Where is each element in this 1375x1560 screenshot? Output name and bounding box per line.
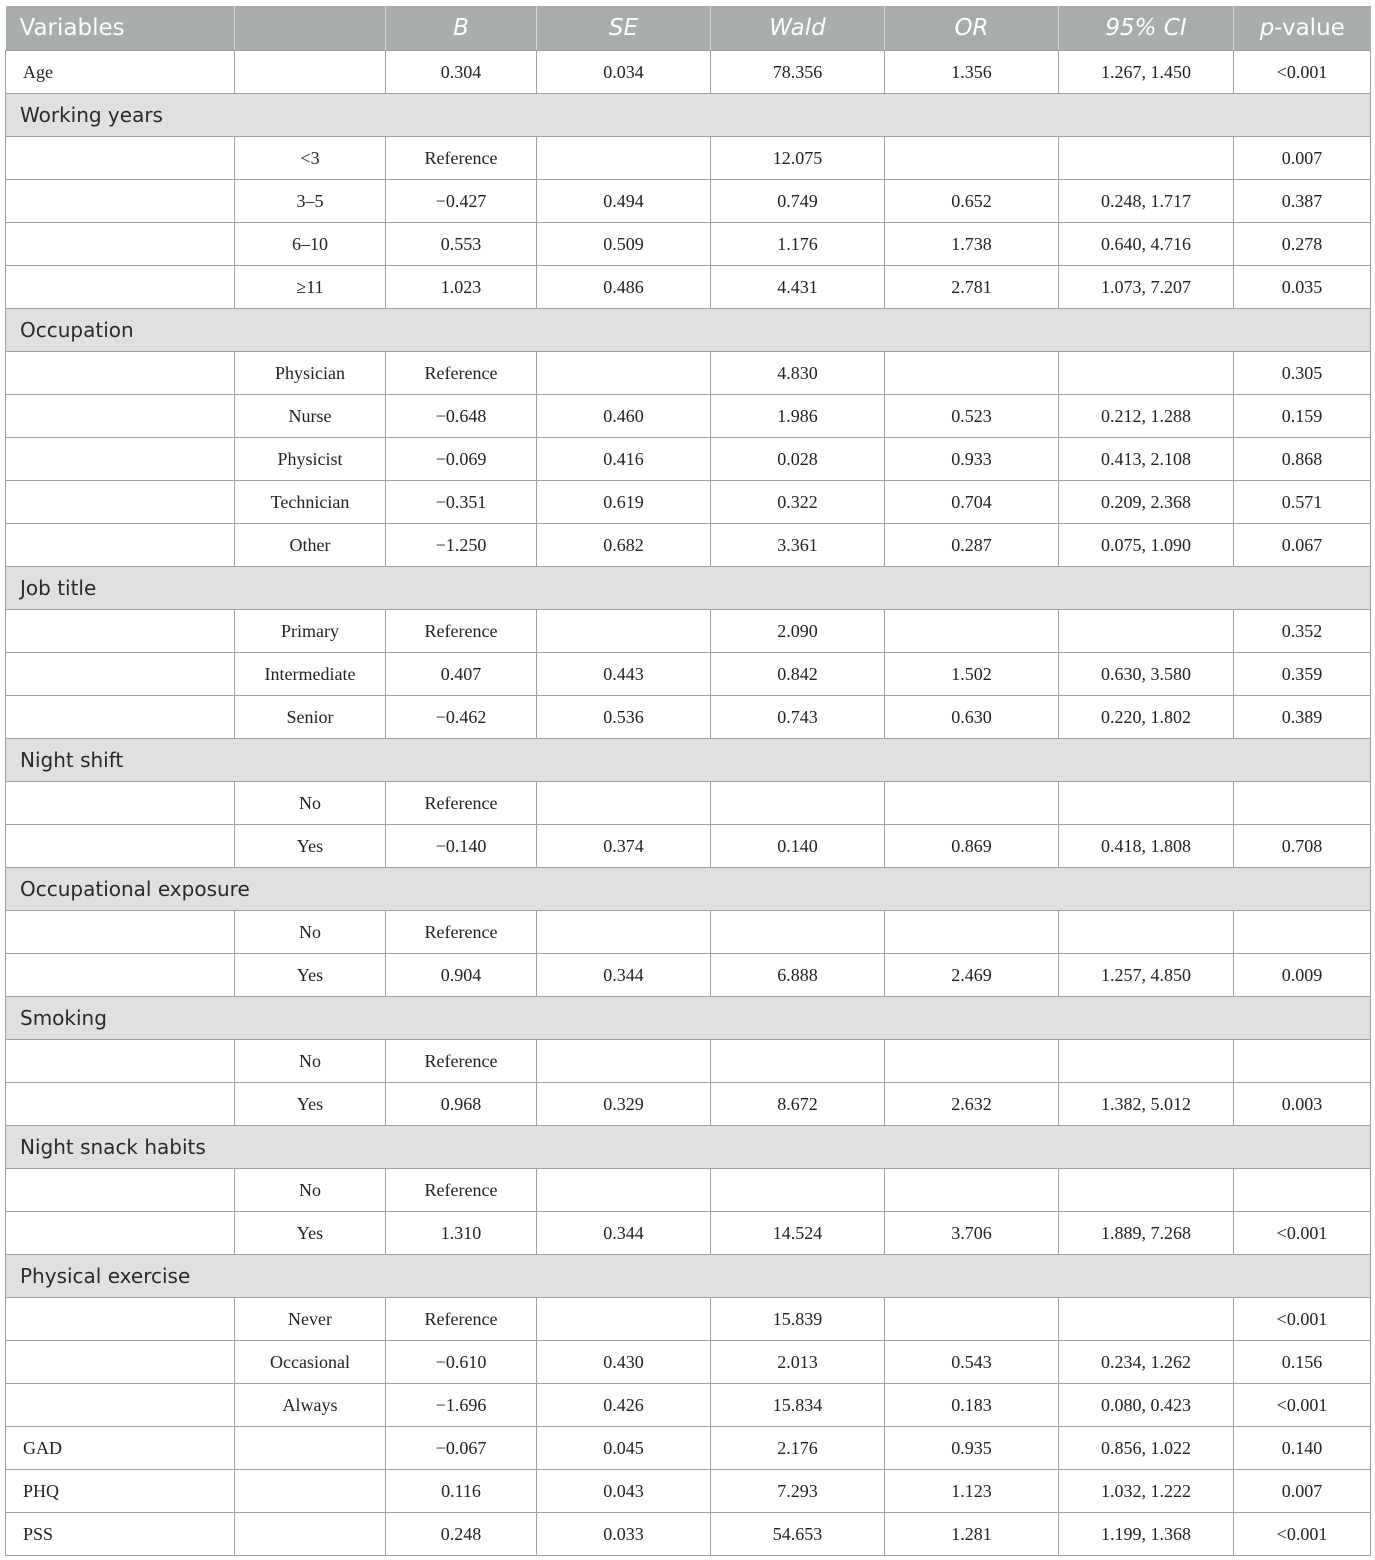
cell-or: [885, 610, 1059, 653]
table-row: [6, 223, 1371, 266]
cell-ci: 0.080, 0.423: [1059, 1384, 1234, 1427]
cell-category: Yes: [235, 825, 386, 868]
cell-p-value: 0.009: [1234, 954, 1371, 997]
cell-or: [885, 911, 1059, 954]
cell-variable: [6, 1040, 235, 1083]
cell-b: −0.067: [386, 1427, 537, 1470]
cell-or: 3.706: [885, 1212, 1059, 1255]
table-row: [6, 1513, 1371, 1556]
cell-or: [885, 1040, 1059, 1083]
cell-ci: 1.199, 1.368: [1059, 1513, 1234, 1556]
table-row: [6, 610, 1371, 653]
cell-b: Reference: [386, 782, 537, 825]
cell-variable: PSS: [6, 1513, 235, 1556]
cell-ci: 0.413, 2.108: [1059, 438, 1234, 481]
cell-wald: 15.839: [711, 1298, 885, 1341]
cell-p-value: 0.278: [1234, 223, 1371, 266]
table-body: [6, 51, 1371, 1556]
cell-wald: 2.176: [711, 1427, 885, 1470]
table-header: [6, 6, 1371, 51]
section-label: Night snack habits: [6, 1126, 1371, 1169]
cell-or: 0.183: [885, 1384, 1059, 1427]
table-row: [6, 1384, 1371, 1427]
table-row: [6, 395, 1371, 438]
cell-se: 0.619: [537, 481, 711, 524]
cell-or: 1.281: [885, 1513, 1059, 1556]
cell-ci: [1059, 782, 1234, 825]
cell-se: 0.682: [537, 524, 711, 567]
cell-p-value: 0.708: [1234, 825, 1371, 868]
cell-p-value: <0.001: [1234, 1298, 1371, 1341]
cell-se: 0.486: [537, 266, 711, 309]
cell-or: 1.502: [885, 653, 1059, 696]
table-row: [6, 1083, 1371, 1126]
cell-b: 1.310: [386, 1212, 537, 1255]
header-wald: Wald: [711, 6, 885, 51]
table-row: [6, 1470, 1371, 1513]
cell-se: 0.033: [537, 1513, 711, 1556]
cell-or: 1.356: [885, 51, 1059, 94]
cell-p-value: 0.140: [1234, 1427, 1371, 1470]
cell-or: 0.704: [885, 481, 1059, 524]
table-row: [6, 696, 1371, 739]
section-label: Occupation: [6, 309, 1371, 352]
header-se: SE: [537, 6, 711, 51]
header-b: B: [386, 6, 537, 51]
cell-wald: 3.361: [711, 524, 885, 567]
cell-category: ≥11: [235, 266, 386, 309]
cell-p-value: <0.001: [1234, 1384, 1371, 1427]
cell-se: 0.374: [537, 825, 711, 868]
table-row: [6, 954, 1371, 997]
cell-wald: [711, 911, 885, 954]
cell-or: 1.738: [885, 223, 1059, 266]
cell-se: [537, 1298, 711, 1341]
cell-ci: [1059, 1169, 1234, 1212]
cell-wald: 54.653: [711, 1513, 885, 1556]
cell-category: No: [235, 1040, 386, 1083]
section-label: Occupational exposure: [6, 868, 1371, 911]
cell-wald: 78.356: [711, 51, 885, 94]
cell-or: 0.630: [885, 696, 1059, 739]
section-label: Job title: [6, 567, 1371, 610]
cell-ci: 0.630, 3.580: [1059, 653, 1234, 696]
cell-wald: 1.986: [711, 395, 885, 438]
cell-se: [537, 610, 711, 653]
cell-ci: 0.075, 1.090: [1059, 524, 1234, 567]
cell-b: 0.407: [386, 653, 537, 696]
cell-category: No: [235, 782, 386, 825]
cell-b: −0.427: [386, 180, 537, 223]
cell-b: −0.069: [386, 438, 537, 481]
cell-wald: 0.749: [711, 180, 885, 223]
cell-b: −0.610: [386, 1341, 537, 1384]
cell-b: −0.648: [386, 395, 537, 438]
cell-ci: [1059, 352, 1234, 395]
cell-category: No: [235, 911, 386, 954]
cell-b: 0.116: [386, 1470, 537, 1513]
cell-variable: [6, 825, 235, 868]
section-row: [6, 567, 1371, 610]
cell-category: Intermediate: [235, 653, 386, 696]
cell-p-value: 0.007: [1234, 1470, 1371, 1513]
cell-variable: [6, 1341, 235, 1384]
cell-wald: 0.028: [711, 438, 885, 481]
cell-se: 0.536: [537, 696, 711, 739]
cell-or: 2.781: [885, 266, 1059, 309]
cell-se: 0.043: [537, 1470, 711, 1513]
cell-category: Other: [235, 524, 386, 567]
cell-ci: 1.257, 4.850: [1059, 954, 1234, 997]
cell-category: Technician: [235, 481, 386, 524]
cell-se: 0.494: [537, 180, 711, 223]
table-row: [6, 524, 1371, 567]
cell-p-value: [1234, 911, 1371, 954]
cell-ci: 0.234, 1.262: [1059, 1341, 1234, 1384]
section-row: [6, 94, 1371, 137]
cell-wald: 4.830: [711, 352, 885, 395]
cell-b: Reference: [386, 1169, 537, 1212]
cell-se: 0.416: [537, 438, 711, 481]
cell-b: −0.140: [386, 825, 537, 868]
cell-p-value: 0.003: [1234, 1083, 1371, 1126]
cell-variable: [6, 438, 235, 481]
cell-variable: [6, 266, 235, 309]
cell-wald: 14.524: [711, 1212, 885, 1255]
table-row: [6, 782, 1371, 825]
header-variables: Variables: [6, 6, 235, 51]
cell-category: [235, 1470, 386, 1513]
cell-wald: [711, 1169, 885, 1212]
section-row: [6, 1255, 1371, 1298]
cell-p-value: <0.001: [1234, 1513, 1371, 1556]
cell-b: 1.023: [386, 266, 537, 309]
section-row: [6, 739, 1371, 782]
cell-wald: 8.672: [711, 1083, 885, 1126]
cell-b: Reference: [386, 352, 537, 395]
cell-se: 0.344: [537, 1212, 711, 1255]
cell-category: [235, 1427, 386, 1470]
table-row: [6, 137, 1371, 180]
cell-ci: [1059, 137, 1234, 180]
header-row: [6, 6, 1371, 51]
header-or: OR: [885, 6, 1059, 51]
cell-se: 0.034: [537, 51, 711, 94]
cell-or: 0.543: [885, 1341, 1059, 1384]
cell-category: Nurse: [235, 395, 386, 438]
cell-se: 0.443: [537, 653, 711, 696]
section-label: Night shift: [6, 739, 1371, 782]
cell-variable: Age: [6, 51, 235, 94]
cell-wald: 4.431: [711, 266, 885, 309]
cell-category: 6–10: [235, 223, 386, 266]
header-category: [235, 6, 386, 51]
header-ci: 95% CI: [1059, 6, 1234, 51]
table-row: [6, 911, 1371, 954]
table-row: [6, 1169, 1371, 1212]
cell-category: Always: [235, 1384, 386, 1427]
cell-variable: [6, 180, 235, 223]
cell-variable: [6, 782, 235, 825]
table-row: [6, 51, 1371, 94]
cell-category: Physician: [235, 352, 386, 395]
section-row: [6, 1126, 1371, 1169]
cell-variable: [6, 1083, 235, 1126]
cell-ci: [1059, 1040, 1234, 1083]
cell-se: [537, 782, 711, 825]
cell-category: Never: [235, 1298, 386, 1341]
cell-p-value: <0.001: [1234, 1212, 1371, 1255]
cell-variable: [6, 1384, 235, 1427]
cell-category: Occasional: [235, 1341, 386, 1384]
cell-or: [885, 1169, 1059, 1212]
section-label: Physical exercise: [6, 1255, 1371, 1298]
cell-variable: [6, 137, 235, 180]
cell-wald: 7.293: [711, 1470, 885, 1513]
cell-ci: 1.382, 5.012: [1059, 1083, 1234, 1126]
cell-b: 0.304: [386, 51, 537, 94]
cell-wald: 15.834: [711, 1384, 885, 1427]
table-row: [6, 180, 1371, 223]
cell-p-value: [1234, 1040, 1371, 1083]
cell-category: No: [235, 1169, 386, 1212]
cell-variable: [6, 524, 235, 567]
cell-p-value: 0.007: [1234, 137, 1371, 180]
cell-wald: 2.090: [711, 610, 885, 653]
cell-variable: [6, 1212, 235, 1255]
cell-wald: 2.013: [711, 1341, 885, 1384]
cell-se: 0.460: [537, 395, 711, 438]
cell-wald: 0.140: [711, 825, 885, 868]
cell-se: [537, 1169, 711, 1212]
cell-or: 2.632: [885, 1083, 1059, 1126]
cell-se: [537, 137, 711, 180]
cell-variable: [6, 395, 235, 438]
table-row: [6, 352, 1371, 395]
cell-category: Primary: [235, 610, 386, 653]
cell-wald: [711, 782, 885, 825]
cell-b: Reference: [386, 1040, 537, 1083]
section-row: [6, 309, 1371, 352]
cell-p-value: 0.159: [1234, 395, 1371, 438]
cell-p-value: [1234, 782, 1371, 825]
cell-se: 0.430: [537, 1341, 711, 1384]
cell-ci: [1059, 1298, 1234, 1341]
cell-or: 0.287: [885, 524, 1059, 567]
table-row: [6, 481, 1371, 524]
section-label: Working years: [6, 94, 1371, 137]
table-row: [6, 1212, 1371, 1255]
cell-ci: 1.889, 7.268: [1059, 1212, 1234, 1255]
cell-ci: 0.640, 4.716: [1059, 223, 1234, 266]
cell-b: −1.696: [386, 1384, 537, 1427]
table-row: [6, 1341, 1371, 1384]
cell-category: [235, 1513, 386, 1556]
cell-se: 0.426: [537, 1384, 711, 1427]
table-row: [6, 825, 1371, 868]
table-row: [6, 266, 1371, 309]
cell-p-value: 0.387: [1234, 180, 1371, 223]
cell-p-value: 0.156: [1234, 1341, 1371, 1384]
cell-wald: 0.322: [711, 481, 885, 524]
section-row: [6, 997, 1371, 1040]
cell-p-value: 0.359: [1234, 653, 1371, 696]
cell-wald: [711, 1040, 885, 1083]
cell-ci: 0.212, 1.288: [1059, 395, 1234, 438]
cell-se: 0.045: [537, 1427, 711, 1470]
cell-or: 2.469: [885, 954, 1059, 997]
cell-variable: [6, 954, 235, 997]
cell-category: [235, 51, 386, 94]
cell-b: −0.462: [386, 696, 537, 739]
cell-category: Yes: [235, 1212, 386, 1255]
regression-table: [5, 6, 1371, 1556]
cell-or: 0.869: [885, 825, 1059, 868]
cell-p-value: 0.035: [1234, 266, 1371, 309]
cell-variable: [6, 911, 235, 954]
cell-variable: [6, 1298, 235, 1341]
cell-category: <3: [235, 137, 386, 180]
cell-variable: [6, 223, 235, 266]
cell-ci: 1.267, 1.450: [1059, 51, 1234, 94]
cell-ci: [1059, 911, 1234, 954]
cell-ci: 1.032, 1.222: [1059, 1470, 1234, 1513]
cell-p-value: 0.868: [1234, 438, 1371, 481]
cell-wald: 6.888: [711, 954, 885, 997]
cell-b: −0.351: [386, 481, 537, 524]
cell-p-value: 0.305: [1234, 352, 1371, 395]
cell-b: 0.248: [386, 1513, 537, 1556]
cell-or: [885, 352, 1059, 395]
cell-ci: 0.418, 1.808: [1059, 825, 1234, 868]
table-row: [6, 438, 1371, 481]
cell-b: 0.904: [386, 954, 537, 997]
cell-variable: [6, 1169, 235, 1212]
cell-variable: [6, 481, 235, 524]
cell-b: −1.250: [386, 524, 537, 567]
cell-se: [537, 352, 711, 395]
cell-category: Physicist: [235, 438, 386, 481]
cell-p-value: 0.571: [1234, 481, 1371, 524]
cell-wald: 12.075: [711, 137, 885, 180]
cell-p-value: 0.389: [1234, 696, 1371, 739]
cell-variable: [6, 696, 235, 739]
cell-wald: 0.743: [711, 696, 885, 739]
cell-variable: [6, 610, 235, 653]
cell-or: 0.523: [885, 395, 1059, 438]
section-row: [6, 868, 1371, 911]
cell-p-value: [1234, 1169, 1371, 1212]
cell-or: 1.123: [885, 1470, 1059, 1513]
table-row: [6, 1298, 1371, 1341]
cell-p-value: 0.352: [1234, 610, 1371, 653]
cell-se: 0.344: [537, 954, 711, 997]
cell-variable: [6, 653, 235, 696]
section-label: Smoking: [6, 997, 1371, 1040]
cell-se: [537, 911, 711, 954]
cell-or: 0.933: [885, 438, 1059, 481]
cell-category: 3–5: [235, 180, 386, 223]
table-row: [6, 1040, 1371, 1083]
cell-or: [885, 782, 1059, 825]
cell-se: [537, 1040, 711, 1083]
cell-ci: 0.248, 1.717: [1059, 180, 1234, 223]
cell-ci: 0.209, 2.368: [1059, 481, 1234, 524]
cell-p-value: 0.067: [1234, 524, 1371, 567]
cell-se: 0.329: [537, 1083, 711, 1126]
cell-or: 0.652: [885, 180, 1059, 223]
table-row: [6, 1427, 1371, 1470]
cell-variable: [6, 352, 235, 395]
cell-b: Reference: [386, 1298, 537, 1341]
cell-or: [885, 1298, 1059, 1341]
cell-wald: 0.842: [711, 653, 885, 696]
header-p-value: p-value: [1234, 6, 1371, 51]
cell-variable: GAD: [6, 1427, 235, 1470]
cell-ci: 0.220, 1.802: [1059, 696, 1234, 739]
cell-or: 0.935: [885, 1427, 1059, 1470]
cell-category: Yes: [235, 954, 386, 997]
cell-p-value: <0.001: [1234, 51, 1371, 94]
table-row: [6, 653, 1371, 696]
cell-wald: 1.176: [711, 223, 885, 266]
cell-category: Yes: [235, 1083, 386, 1126]
cell-b: 0.553: [386, 223, 537, 266]
cell-ci: [1059, 610, 1234, 653]
cell-category: Senior: [235, 696, 386, 739]
cell-b: Reference: [386, 610, 537, 653]
cell-or: [885, 137, 1059, 180]
cell-b: 0.968: [386, 1083, 537, 1126]
cell-ci: 1.073, 7.207: [1059, 266, 1234, 309]
cell-se: 0.509: [537, 223, 711, 266]
cell-b: Reference: [386, 911, 537, 954]
cell-variable: PHQ: [6, 1470, 235, 1513]
cell-ci: 0.856, 1.022: [1059, 1427, 1234, 1470]
cell-b: Reference: [386, 137, 537, 180]
